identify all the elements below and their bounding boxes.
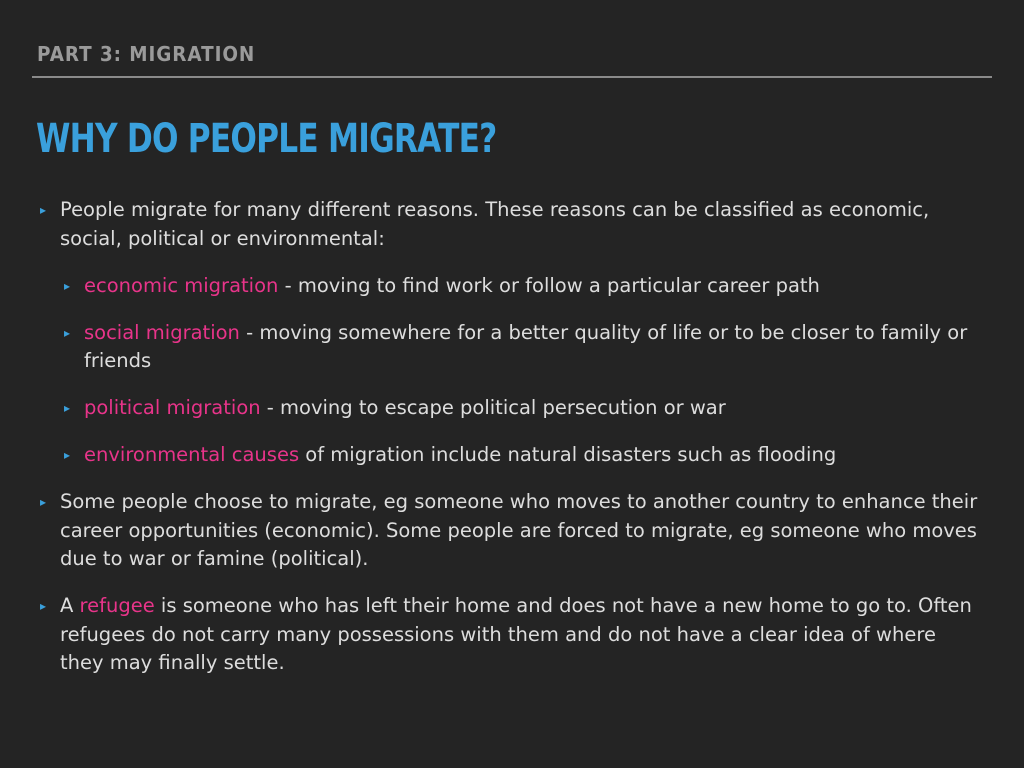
term-environmental-causes: environmental causes [84, 443, 300, 466]
bullet-text: of migration include natural disasters such as flooding [299, 443, 837, 466]
bullet-item-political [64, 394, 980, 423]
bullet-item-choice-vs-forced [40, 488, 980, 574]
bullet-item-economic [64, 272, 980, 301]
slide-title: WHY DO PEOPLE MIGRATE? [36, 116, 497, 162]
bullet-text: is someone who has left their home and does not have a new home to go to. Often refugees do not carry many possessions with them and do not have a clear idea of where they may finally settle. [60, 594, 972, 674]
bullet-text: Some people choose to migrate, eg someone who moves to another country to enhance their career opportunities (economic). Some people are forced to migrate, eg someone who moves due to war or famine (political). [60, 490, 978, 570]
triangle-bullet-icon: ▸ [40, 495, 47, 509]
bullet-item-social [64, 319, 980, 376]
term-refugee: refugee [79, 594, 155, 617]
bullet-prefix: A [60, 594, 80, 617]
bullet-list [40, 196, 980, 696]
section-label: PART 3: MIGRATION [37, 42, 256, 66]
bullet-item-reasons [40, 196, 980, 253]
triangle-bullet-icon: ▸ [64, 448, 71, 462]
bullet-item-refugee [40, 592, 980, 678]
term-political-migration: political migration [84, 396, 261, 419]
bullet-text: - moving to escape political persecution or war [260, 396, 726, 419]
triangle-bullet-icon: ▸ [64, 401, 71, 415]
triangle-bullet-icon: ▸ [64, 325, 71, 340]
bullet-text: - moving to find work or follow a particular career path [278, 273, 820, 297]
bullet-item-environmental [64, 441, 980, 470]
triangle-bullet-icon: ▸ [64, 278, 71, 293]
triangle-bullet-icon: ▸ [40, 203, 47, 217]
header-divider [32, 76, 992, 78]
bullet-text: People migrate for many different reasons. These reasons can be classified as economic, social, political or environmental: [60, 198, 930, 250]
term-social-migration: social migration [84, 320, 240, 344]
bullet-text: - moving somewhere for a better quality of life or to be closer to family or friends [84, 320, 968, 372]
term-economic-migration: economic migration [84, 273, 279, 297]
triangle-bullet-icon: ▸ [40, 599, 47, 613]
